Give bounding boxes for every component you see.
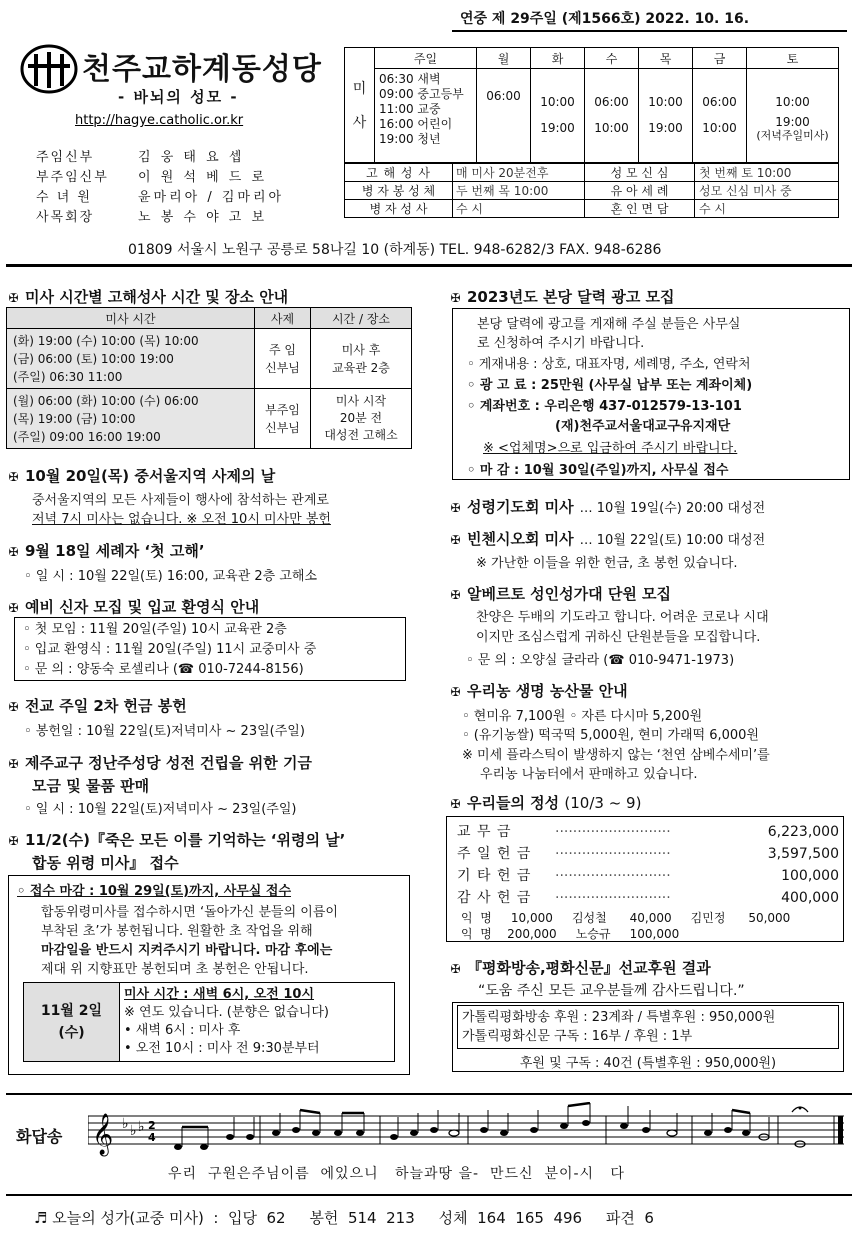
thu-times: 10:00 19:00 — [639, 69, 693, 163]
svg-text:𝄞: 𝄞 — [92, 1114, 114, 1155]
staff-name: 윤마리아 / 김마리아 — [138, 190, 285, 205]
notice-text: ◦ 현미유 7,100원 ◦ 자른 다시마 5,200원 — [462, 709, 703, 724]
confession-row: (월) 06:00 (화) 10:00 (수) 06:00 (목) 19:00 (금) 10:00 (주일) 09:00 16:00 19:00 부주임 신부님 미사 시작 20분 전 대성전 고해소 — [7, 389, 412, 449]
header-divider — [6, 264, 852, 267]
notice-heading: ✠ 2023년도 본당 달력 광고 모집 — [450, 288, 675, 306]
notice-text: 찬양은 두배의 기도라고 합니다. 어려운 코로나 시대 — [476, 610, 769, 625]
notice-text: “도움 주신 모든 교우분들께 감사드립니다.” — [478, 983, 745, 999]
anonymous-donors: 익 명 200,000 노승규 100,000 — [461, 927, 680, 941]
notice-heading-cont: 모금 및 물품 판매 — [32, 777, 150, 795]
notice-text: 중서울지역의 모든 사제들이 행사에 참석하는 관계로 — [32, 493, 329, 508]
catechumen-box — [14, 617, 406, 681]
notice-heading: ✠ 우리농 생명 농산물 안내 — [450, 682, 628, 700]
cross-bullet-icon: ✠ — [8, 291, 19, 305]
offering-row: 기 타 헌 금 ·························· 100,000 — [457, 868, 839, 884]
cross-bullet-icon: ✠ — [8, 700, 19, 714]
psalm-divider — [6, 1093, 852, 1095]
svg-text:4: 4 — [148, 1131, 156, 1144]
cross-bullet-icon: ✠ — [450, 291, 461, 305]
hymn-divider — [6, 1194, 852, 1196]
mass-schedule-table — [344, 47, 839, 163]
sacrament-row: 병 자 봉 성 체 두 번째 목 10:00 유 아 세 례 성모 신심 미사 중 — [345, 182, 839, 200]
notice-text: ※ 가난한 이들을 위한 헌금, 초 봉헌 있습니다. — [476, 556, 738, 571]
sponsorship-box — [452, 1002, 844, 1072]
sacrament-table — [344, 163, 839, 218]
hymn-line — [34, 1207, 654, 1228]
day-header: 화 — [531, 48, 585, 69]
confession-row: (화) 19:00 (수) 10:00 (목) 10:00 (금) 06:00 (토) 10:00 19:00 (주일) 06:30 11:00 주 임 신부님 미사 후 교육관 2층 — [7, 329, 412, 389]
sacrament-row: 고 해 성 사 매 미사 20분전후 성 모 신 심 첫 번째 토 10:00 — [345, 164, 839, 182]
offering-list — [457, 821, 839, 909]
notice-text: ◦ 문 의 : 양동숙 로셀리나 (☎ 010-7244-8156) — [23, 662, 304, 677]
staff-row — [36, 166, 326, 186]
notice-text: ◦ 봉헌일 : 10월 22일(토)저녁미사 ~ 23일(주일) — [24, 724, 305, 739]
notice-text: 마감일을 반드시 지켜주시기 바랍니다. 마감 후에는 — [41, 943, 333, 958]
sponsorship-total: 후원 및 구독 : 40건 (특별후원 : 950,000원) — [519, 1056, 777, 1071]
cross-bullet-icon: ✠ — [8, 601, 19, 615]
sponsorship-detail: 가톨릭평화방송 후원 : 23계좌 / 특별후원 : 950,000원 가톨릭평화신문 구독 : 16부 / 후원 : 1부 — [457, 1005, 839, 1049]
svg-text:2: 2 — [148, 1119, 156, 1132]
sunday-times: 06:30 새벽 09:00 중고등부 11:00 교중 16:00 어린이 19:00 청년 — [375, 69, 477, 163]
notice-heading: ✠ 전교 주일 2차 헌금 봉헌 — [8, 697, 187, 715]
staff-role: 부주임신부 — [36, 170, 109, 185]
sacrament-row: 병 자 성 사 수 시 혼 인 면 담 수 시 — [345, 200, 839, 218]
notice-text: ◦ 접수 마감 : 10월 29일(토)까지, 사무실 접수 — [17, 884, 292, 899]
notice-heading: ✠ 10월 20일(목) 중서울지역 사제의 날 — [8, 467, 276, 485]
staff-name: 노 봉 수 야 고 보 — [138, 210, 268, 225]
staff-name: 김 웅 태 요 셉 — [138, 150, 245, 165]
header-rule — [452, 30, 847, 32]
cross-bullet-icon: ✠ — [8, 545, 19, 559]
notice-text: 제대 위 지향표만 봉헌되며 초 봉헌은 안됩니다. — [41, 962, 309, 977]
notice-text: 저녁 7시 미사는 없습니다. ※ 오전 10시 미사만 봉헌 — [32, 512, 331, 527]
psalm-lyrics: 우리 구원은주님이름 에있으니 하늘과땅 을- 만드신 분이-시 다 — [168, 1166, 625, 1182]
staff-name: 이 원 석 베 드 로 — [138, 170, 268, 185]
notice-text: ※ 미세 플라스틱이 발생하지 않는 ‘천연 삼베수세미’를 — [462, 748, 770, 763]
church-logo-icon — [20, 44, 78, 94]
offering-row: 교 무 금 ·························· 6,223,000 — [457, 824, 839, 840]
offering-row: 감 사 헌 금 ·························· 400,000 — [457, 890, 839, 906]
staff-row — [36, 206, 326, 226]
staff-role: 사목회장 — [36, 210, 95, 225]
svg-text:♭: ♭ — [122, 1116, 129, 1132]
day-header: 월 — [477, 48, 531, 69]
notice-text: ◦ 일 시 : 10월 22일(토) 16:00, 교육관 2층 고해소 — [24, 569, 318, 584]
notice-heading: ✠ 알베르토 성인성가대 단원 모집 — [450, 585, 672, 603]
psalm-staff-icon — [88, 1102, 848, 1164]
anonymous-donors: 익 명 10,000 김성철 40,000 김민정 50,000 — [461, 911, 791, 925]
wed-times: 06:00 10:00 — [585, 69, 639, 163]
cross-bullet-icon: ✠ — [450, 588, 461, 602]
memorial-mass-box — [8, 875, 410, 1075]
col-header: 미사 시간 — [7, 308, 255, 329]
offering-heading: ✠ 우리들의 정성 (10/3 ~ 9) — [450, 794, 642, 812]
day-header: 주일 — [375, 48, 477, 69]
notice-heading: ✠ 예비 신자 모집 및 입교 환영식 안내 — [8, 598, 260, 616]
notice-heading: ✠ 빈첸시오회 미사 … 10월 22일(토) 10:00 대성전 — [450, 530, 766, 548]
notice-text: ◦ 일 시 : 10월 22일(토)저녁미사 ~ 23일(주일) — [24, 802, 297, 817]
cross-bullet-icon: ✠ — [450, 797, 461, 811]
svg-text:♭: ♭ — [130, 1123, 137, 1139]
offering-box — [446, 816, 844, 942]
notice-heading: ✠ 성령기도회 미사 … 10월 19일(수) 20:00 대성전 — [450, 498, 766, 516]
staff-list — [36, 146, 326, 226]
church-name: 천주교하계동성당 — [82, 52, 322, 87]
cross-bullet-icon: ✠ — [450, 533, 461, 547]
staff-row — [36, 146, 326, 166]
day-header: 금 — [693, 48, 747, 69]
notice-text: ◦ 첫 모임 : 11월 20일(주일) 10시 교육관 2층 — [23, 622, 287, 637]
hymn-text: 오늘의 성가(교중 미사) : 입당 62 봉헌 514 213 성체 164 165 496 파견 6 — [52, 1209, 654, 1227]
mon-times: 06:00 — [477, 69, 531, 163]
notice-text: ◦ (유기농쌀) 떡국떡 5,000원, 현미 가래떡 6,000원 — [462, 728, 759, 743]
cross-bullet-icon: ✠ — [450, 685, 461, 699]
mass-label: 미 사 — [345, 48, 375, 163]
staff-role: 수 녀 원 — [36, 190, 92, 205]
notice-text: ◦ 입교 환영식 : 11월 20일(주일) 11시 교중미사 중 — [23, 642, 317, 657]
notice-heading: ✠ 『평화방송,평화신문』선교후원 결과 — [450, 959, 711, 977]
confession-table — [6, 307, 412, 449]
church-url-link[interactable]: http://hagye.catholic.or.kr — [75, 113, 244, 128]
church-subtitle: - 바뇌의 성모 - — [118, 88, 239, 106]
notice-text: 이지만 조심스럽게 귀하신 단원분들을 모집합니다. — [476, 630, 761, 645]
notice-text: ◦ 문 의 : 오양실 글라라 (☎ 010-9471-1973) — [466, 653, 735, 668]
cross-bullet-icon: ✠ — [450, 962, 461, 976]
sat-times: 10:00 19:00 (저녁주일미사) — [747, 69, 839, 163]
tue-times: 10:00 19:00 — [531, 69, 585, 163]
memorial-date: 11월 2일 (수) — [24, 983, 120, 1061]
cross-bullet-icon: ✠ — [8, 470, 19, 484]
col-header: 시간 / 장소 — [311, 308, 412, 329]
notice-heading: ✠ 제주교구 정난주성당 성전 건립을 위한 기금 — [8, 754, 312, 772]
svg-text:♭: ♭ — [138, 1119, 145, 1135]
psalm-label: 화답송 — [16, 1127, 63, 1146]
issue-line: 연중 제 29주일 (제1566호) 2022. 10. 16. — [460, 11, 750, 27]
confession-heading: ✠ 미사 시간별 고해성사 시간 및 장소 안내 — [8, 288, 289, 306]
day-header: 토 — [747, 48, 839, 69]
music-note-icon: ♬ — [34, 1209, 53, 1227]
calendar-ad-box: 본당 달력에 광고를 게재해 주실 분들은 사무실 로 신청하여 주시기 바랍니다. ◦ 게재내용 : 상호, 대표자명, 세례명, 주소, 연락처 ◦ 광 고 료 : 25만원 (사무실 납부 또는 계좌이체) ◦ 계좌번호 : 우리은행 437-012579-13-101 (재)천주교서울대교구유지재단 ※ <업체명>으로 입금하여 주시기 바랍니다. ◦ 마 감 : 10월 30일(주일)까지, 사무실 접수 — [452, 308, 850, 480]
memorial-schedule — [23, 982, 395, 1062]
staff-row — [36, 186, 326, 206]
day-header: 수 — [585, 48, 639, 69]
notice-text: 우리농 나눔터에서 판매하고 있습니다. — [480, 767, 698, 782]
cross-bullet-icon: ✠ — [8, 834, 19, 848]
cross-bullet-icon: ✠ — [450, 501, 461, 515]
staff-role: 주임신부 — [36, 150, 95, 165]
memorial-details: 미사 시간 : 새벽 6시, 오전 10시 ※ 연도 있습니다. (분향은 없습니다) • 새벽 6시 : 미사 후 • 오전 10시 : 미사 전 9:30분부터 — [124, 987, 329, 1056]
col-header: 사제 — [255, 308, 311, 329]
notice-text: 합동위령미사를 접수하시면 ‘돌아가신 분들의 이름이 — [41, 905, 338, 920]
notice-heading: ✠ 9월 18일 세례자 ‘첫 고해’ — [8, 542, 205, 560]
fri-times: 06:00 10:00 — [693, 69, 747, 163]
cross-bullet-icon: ✠ — [8, 757, 19, 771]
notice-text: 부착된 초’가 봉헌됩니다. 원활한 초 작업을 위해 — [41, 924, 313, 939]
address-line: 01809 서울시 노원구 공릉로 58나길 10 (하계동) TEL. 948-6282/3 FAX. 948-6286 — [128, 242, 662, 258]
notice-heading: ✠ 11/2(수)『죽은 모든 이를 기억하는 ‘위령의 날’ — [8, 831, 346, 849]
offering-row: 주 일 헌 금 ·························· 3,597,500 — [457, 846, 839, 862]
notice-heading-cont: 합동 위령 미사』 접수 — [32, 854, 179, 872]
day-header: 목 — [639, 48, 693, 69]
